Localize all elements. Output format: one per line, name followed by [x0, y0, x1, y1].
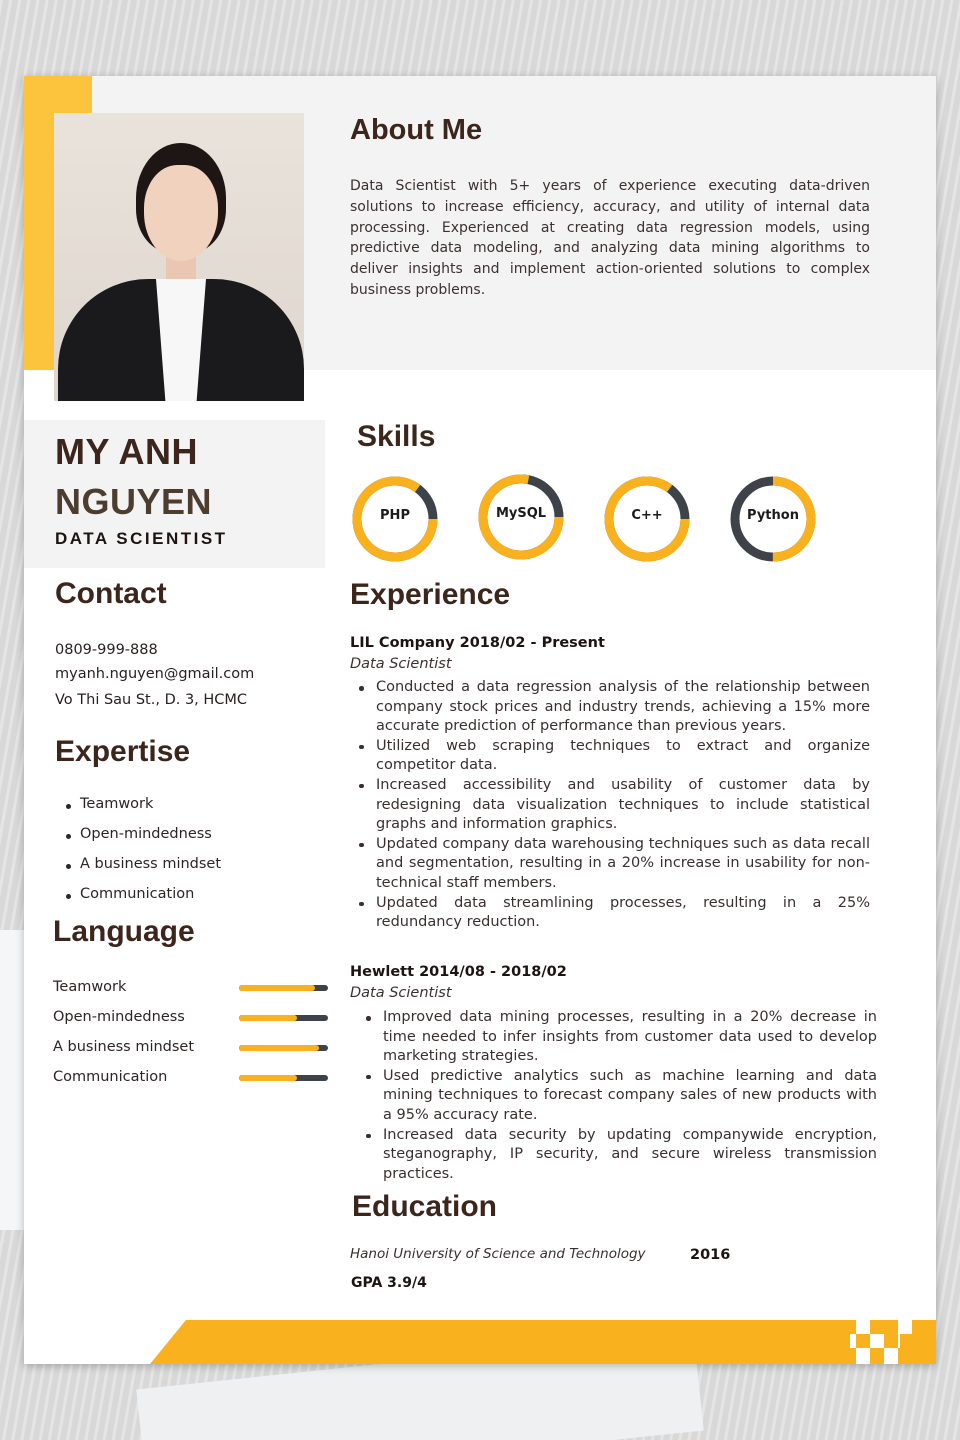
skills-title: Skills [357, 420, 436, 453]
language-level-bar [239, 1015, 328, 1021]
name-last: NGUYEN [55, 481, 213, 522]
job-bullets [376, 678, 870, 933]
job-heading: Hewlett 2014/08 - 2018/02 [350, 964, 567, 980]
language-label: Communication [53, 1069, 168, 1085]
contact-title: Contact [55, 577, 167, 610]
language-level-bar [239, 1045, 328, 1051]
about-title: About Me [350, 114, 483, 146]
list-item: Increased accessibility and usability of customer data by redesigning data visualization techniques to include statistical graphs and information graphics. [376, 776, 870, 835]
list-item: Improved data mining processes, resulting in a 20% decrease in time needed to infer insights from customer data used to develop marketing strategies. [383, 1008, 877, 1067]
skill-label: MySQL [495, 506, 547, 521]
language-row [53, 1066, 329, 1096]
list-item: Open-mindedness [80, 826, 221, 856]
list-item: Used predictive analytics such as machine learning and data mining techniques to forecast company sales of new products with a 95% accuracy rate. [383, 1067, 877, 1126]
education-school: Hanoi University of Science and Technology [350, 1246, 646, 1262]
skill-ring [602, 474, 692, 564]
contact-address: Vo Thi Sau St., D. 3, HCMC [55, 692, 248, 708]
list-item: Updated data streamlining processes, resulting in a 25% redundancy reduction. [376, 894, 870, 933]
language-label: A business mindset [53, 1039, 195, 1055]
job-role: Data Scientist [350, 985, 452, 1001]
list-item: Conducted a data regression analysis of the relationship between company stock prices and industry trends, achieving a 15% more accurate prediction of performance than previous years. [376, 678, 870, 737]
footer-band [150, 1320, 850, 1364]
list-item: Utilized web scraping techniques to extract and organize competitor data. [376, 737, 870, 776]
skill-label: C++ [631, 508, 663, 523]
profile-photo [54, 113, 304, 401]
language-row [53, 976, 329, 1006]
skill-ring [350, 474, 440, 564]
education-title: Education [352, 1190, 498, 1223]
language-row [53, 1006, 329, 1036]
education-gpa: GPA 3.9/4 [351, 1275, 427, 1291]
resume-page [24, 76, 936, 1364]
name-first: MY ANH [55, 431, 199, 472]
list-item: Teamwork [80, 796, 221, 826]
expertise-list [80, 796, 221, 916]
skill-label: PHP [380, 508, 410, 523]
list-item: Communication [80, 886, 221, 916]
language-title: Language [53, 915, 195, 948]
contact-phone: 0809-999-888 [55, 642, 158, 658]
language-level-bar [239, 985, 328, 991]
list-item: A business mindset [80, 856, 221, 886]
language-label: Teamwork [53, 979, 127, 995]
job-bullets [383, 1008, 877, 1184]
experience-title: Experience [350, 578, 511, 611]
skill-ring [728, 474, 818, 564]
skill-ring [476, 472, 566, 562]
education-year: 2016 [690, 1247, 731, 1263]
language-label: Open-mindedness [53, 1009, 185, 1025]
language-row [53, 1036, 329, 1066]
job-heading: LIL Company 2018/02 - Present [350, 635, 605, 651]
job-title: DATA SCIENTIST [55, 529, 228, 548]
contact-email: myanh.nguyen@gmail.com [55, 666, 255, 682]
expertise-title: Expertise [55, 735, 191, 768]
list-item: Updated company data warehousing techniques such as data recall and segmentation, resulting in a 20% increase in usability for non-technical staff members. [376, 835, 870, 894]
about-text: Data Scientist with 5+ years of experience executing data-driven solutions to increase efficiency, accuracy, and utility of internal data processing. Experienced at creating data regression models, using predictive data modeling, and analyzing data mining algorithms to deliver insights and implement action-oriented solutions to complex business problems. [350, 178, 870, 298]
job-role: Data Scientist [350, 656, 452, 672]
skill-label: Python [747, 508, 799, 523]
language-level-bar [239, 1075, 328, 1081]
list-item: Increased data security by updating companywide encryption, steganography, IP security, and secure wireless transmission practices. [383, 1126, 877, 1185]
